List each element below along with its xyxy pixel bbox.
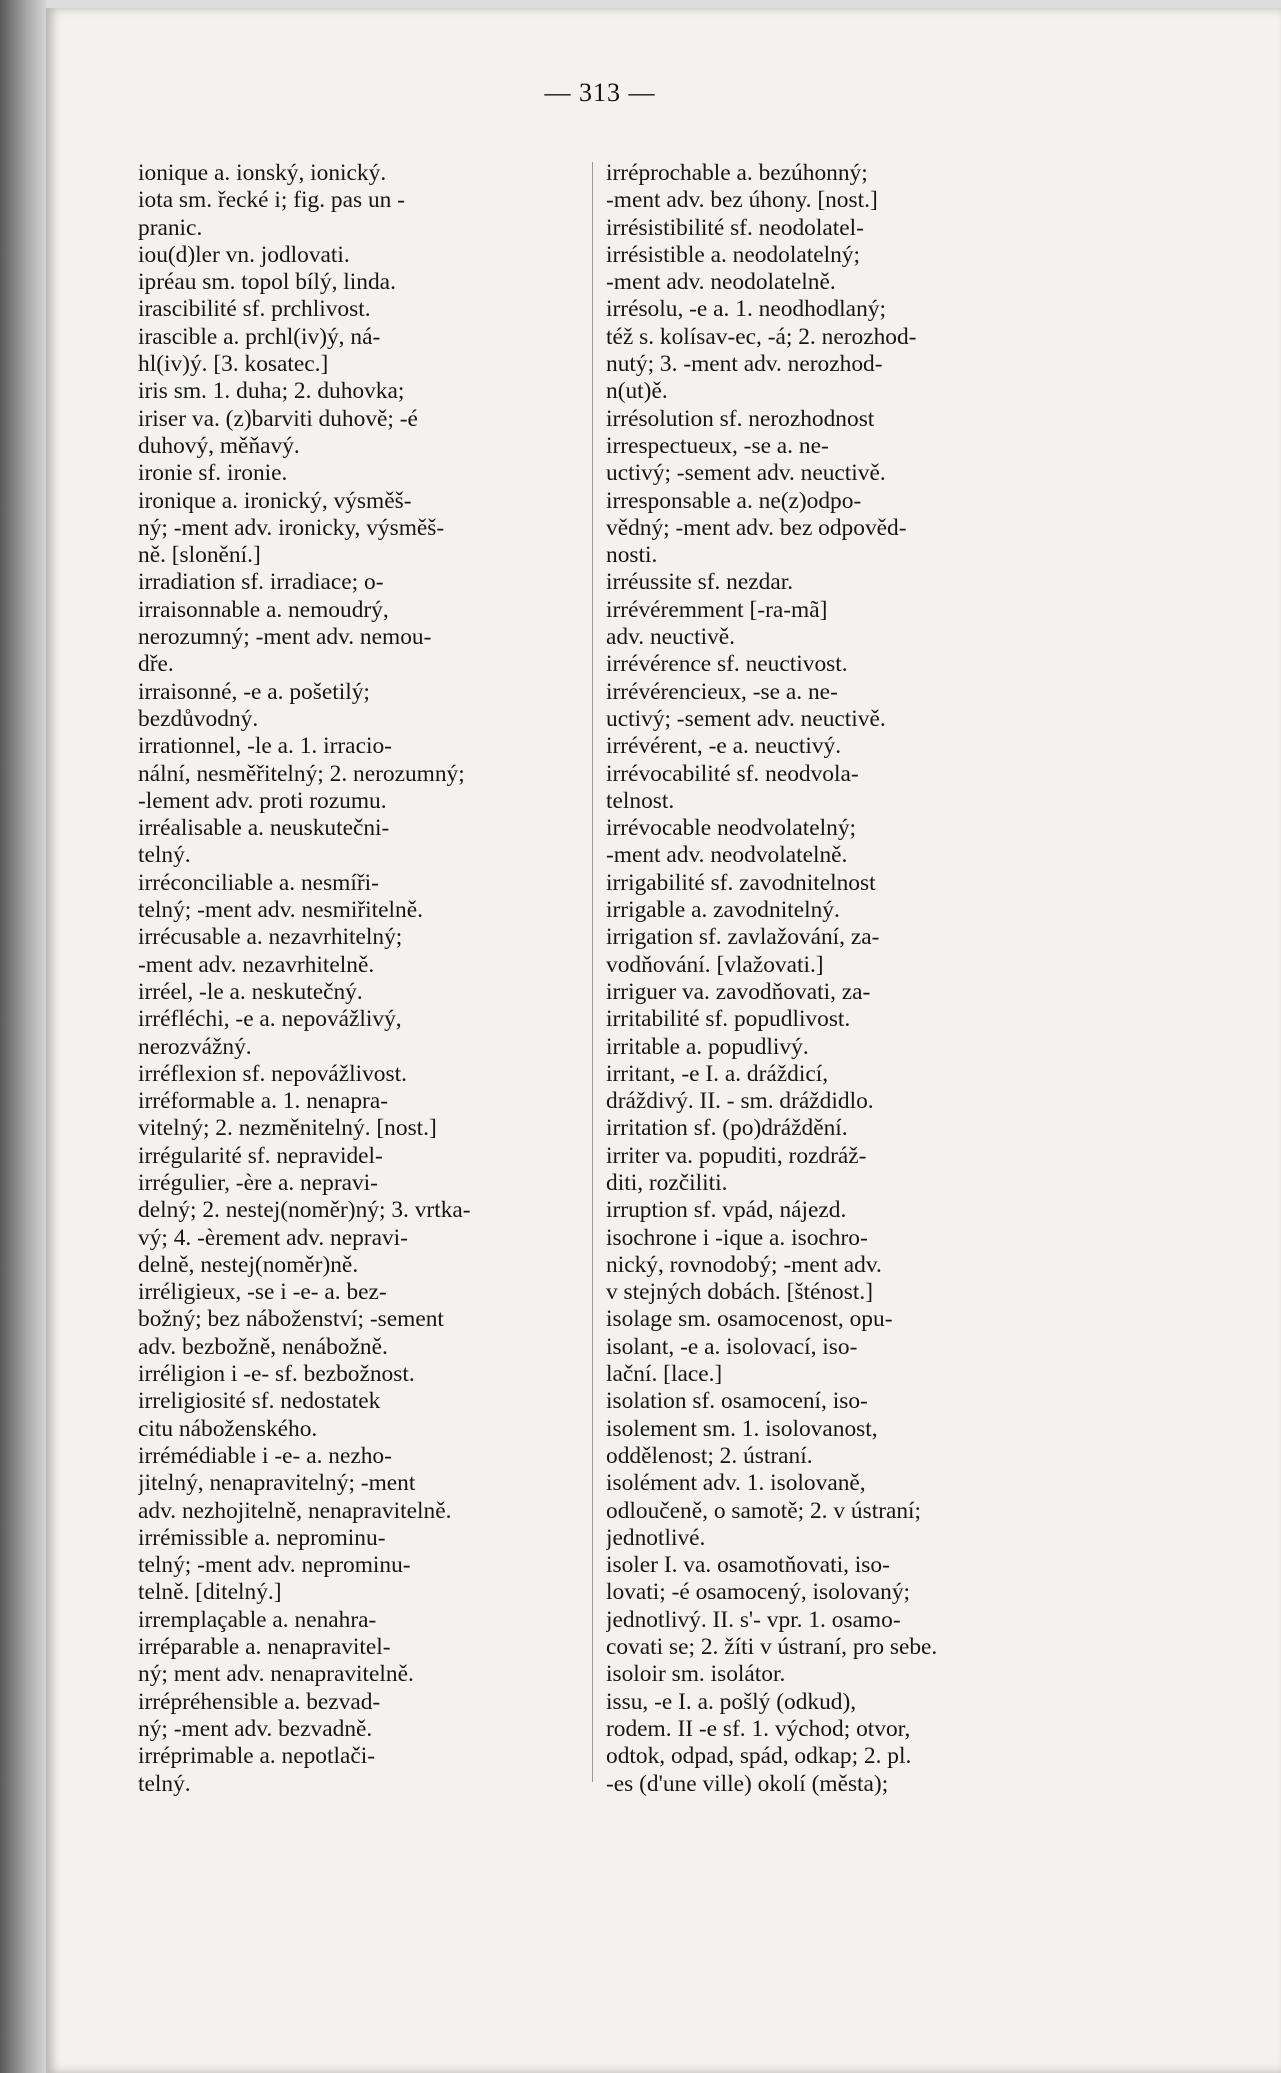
- entry-line: citu náboženského.: [138, 1415, 318, 1442]
- entry-line: delně, nestej(noměr)ně.: [138, 1251, 359, 1278]
- entry-line: irriguer va. zavodňovati, za-: [606, 978, 871, 1005]
- entry-line: irrévéremment [-ra-mã]: [606, 596, 828, 623]
- entry-line: irréligion i -e- sf. bezbožnost.: [138, 1361, 415, 1388]
- entry-line: irrévocable neodvolatelný;: [606, 815, 857, 842]
- entry-line: nerozumný; -ment adv. nemou-: [138, 624, 432, 651]
- entry-line: irréel, -le a. neskutečný.: [138, 978, 363, 1005]
- entry-line: uctivý; -sement adv. neuctivě.: [606, 705, 886, 732]
- entry-line: ionique a. ionský, ionický.: [138, 160, 387, 186]
- entry-line: telnost.: [606, 787, 675, 814]
- entry-line: -lement adv. proti rozumu.: [138, 787, 387, 814]
- entry-line: telný.: [138, 1770, 191, 1797]
- entry-line: irradiation sf. irradiace; o-: [138, 569, 384, 596]
- entry-line: pranic.: [138, 214, 203, 241]
- entry-line: též s. kolísav-ec, -á; 2. nerozhod-: [606, 323, 917, 350]
- entry-line: irrésistibilité sf. neodolatel-: [606, 214, 864, 241]
- entry-line: irremplaçable a. nenahra-: [138, 1606, 377, 1633]
- entry-line: irascible a. prchl(iv)ý, ná-: [138, 323, 381, 350]
- entry-line: -ment adv. neodvolatelně.: [606, 842, 848, 869]
- entry-line: jitelný, nenapravitelný; -ment: [138, 1470, 416, 1497]
- entry-line: irritable a. popudlivý.: [606, 1033, 809, 1060]
- entry-line: rodem. II -e sf. 1. východ; otvor,: [606, 1715, 911, 1742]
- entry-line: odloučeně, o samotě; 2. v ústraní;: [606, 1497, 922, 1524]
- entry-line: adv. nezhojitelně, nenapravitelně.: [138, 1497, 452, 1524]
- entry-line: v stejných dobách. [šténost.]: [606, 1279, 873, 1306]
- entry-line: irrémissible a. neprominu-: [138, 1524, 386, 1551]
- column-divider: [592, 162, 593, 1782]
- entry-line: irraisonnable a. nemoudrý,: [138, 596, 389, 623]
- entry-line: irriter va. popuditi, rozdráž-: [606, 1142, 867, 1169]
- entry-line: irrespectueux, -se a. ne-: [606, 432, 829, 459]
- entry-line: telný; -ment adv. nesmiřitelně.: [138, 897, 423, 924]
- entry-line: irrégulier, -ère a. nepravi-: [138, 1169, 378, 1196]
- entry-line: irritant, -e I. a. dráždicí,: [606, 1060, 829, 1087]
- entry-line: adv. neuctivě.: [606, 624, 736, 651]
- entry-line: telný; -ment adv. neprominu-: [138, 1552, 411, 1579]
- entry-line: isoler I. va. osamotňovati, iso-: [606, 1552, 890, 1579]
- entry-line: telně. [ditelný.]: [138, 1579, 282, 1606]
- entry-line: telný.: [138, 842, 191, 869]
- entry-line: -es (d'une ville) okolí (města);: [606, 1770, 889, 1797]
- entry-line: nický, rovnodobý; -ment adv.: [606, 1251, 882, 1278]
- entry-line: iriser va. (z)barviti duhově; -é: [138, 405, 418, 432]
- entry-line: irréfléchi, -e a. nepovážlivý,: [138, 1006, 402, 1033]
- entry-line: irruption sf. vpád, nájezd.: [606, 1197, 847, 1224]
- entry-line: isolage sm. osamocenost, opu-: [606, 1306, 893, 1333]
- entry-line: irrécusable a. nezavrhitelný;: [138, 924, 403, 951]
- left-column: [138, 160, 578, 1798]
- entry-line: irrégularité sf. nepravidel-: [138, 1142, 383, 1169]
- entry-line: irresponsable a. ne(z)odpo-: [606, 487, 862, 514]
- entry-line: irritation sf. (po)dráždění.: [606, 1115, 848, 1142]
- entry-line: irrigation sf. zavlažování, za-: [606, 924, 880, 951]
- entry-line: irréparable a. nenapravitel-: [138, 1634, 391, 1661]
- entry-line: lovati; -é osamocený, isolovaný;: [606, 1579, 911, 1606]
- entry-line: ný; -ment adv. bezvadně.: [138, 1715, 373, 1742]
- entry-line: vý; 4. -èrement adv. nepravi-: [138, 1224, 408, 1251]
- entry-line: nosti.: [606, 542, 658, 569]
- page-number: — 313 —: [544, 78, 656, 107]
- entry-line: dráždivý. II. - sm. dráždidlo.: [606, 1088, 874, 1115]
- entry-line: irrévérent, -e a. neuctivý.: [606, 733, 842, 760]
- entry-line: irréconciliable a. nesmíři-: [138, 869, 379, 896]
- entry-line: irrémédiable i -e- a. nezho-: [138, 1442, 392, 1469]
- entry-line: ironique a. ironický, výsměš-: [138, 487, 412, 514]
- entry-line: delný; 2. nestej(noměr)ný; 3. vrtka-: [138, 1197, 471, 1224]
- entry-line: -ment adv. bez úhony. [nost.]: [606, 187, 878, 214]
- entry-line: nutý; 3. -ment adv. nerozhod-: [606, 351, 883, 378]
- entry-line: oddělenost; 2. ústraní.: [606, 1442, 813, 1469]
- entry-line: irrévérence sf. neuctivost.: [606, 651, 848, 678]
- entry-line: jednotlivé.: [606, 1524, 706, 1551]
- entry-line: isoloir sm. isolátor.: [606, 1661, 786, 1688]
- entry-line: -ment adv. neodolatelně.: [606, 269, 836, 296]
- entry-line: issu, -e I. a. pošlý (odkud),: [606, 1688, 857, 1715]
- entry-line: iou(d)ler vn. jodlovati.: [138, 241, 350, 268]
- entry-line: irrévérencieux, -se a. ne-: [606, 678, 838, 705]
- entry-line: lační. [lace.]: [606, 1361, 723, 1388]
- entry-line: jednotlivý. II. s'- vpr. 1. osamo-: [606, 1606, 901, 1633]
- entry-line: ironie sf. ironie.: [138, 460, 288, 487]
- entry-line: irrigabilité sf. zavodnitelnost: [606, 869, 876, 896]
- entry-line: irrationnel, -le a. 1. irracio-: [138, 733, 392, 760]
- entry-line: irréflexion sf. nepovážlivost.: [138, 1060, 407, 1087]
- entry-line: ně. [slonění.]: [138, 542, 261, 569]
- entry-line: isolation sf. osamocení, iso-: [606, 1388, 868, 1415]
- entry-line: irréalisable a. neuskutečni-: [138, 815, 390, 842]
- entry-line: n(ut)ě.: [606, 378, 668, 405]
- entry-line: vodňování. [vlažovati.]: [606, 951, 824, 978]
- entry-line: irréprochable a. bezúhonný;: [606, 160, 868, 186]
- entry-line: irréligieux, -se i -e- a. bez-: [138, 1279, 387, 1306]
- entry-line: isochrone i -ique a. isochro-: [606, 1224, 868, 1251]
- entry-line: vědný; -ment adv. bez odpověd-: [606, 514, 907, 541]
- entry-line: irrépréhensible a. bezvad-: [138, 1688, 381, 1715]
- entry-line: iota sm. řecké i; fig. pas un -: [138, 187, 405, 214]
- entry-line: irraisonné, -e a. pošetilý;: [138, 678, 370, 705]
- entry-line: irrésistible a. neodolatelný;: [606, 241, 860, 268]
- entry-line: irrigable a. zavodnitelný.: [606, 897, 840, 924]
- entry-line: irreligiosité sf. nedostatek: [138, 1388, 381, 1415]
- entry-line: covati se; 2. žíti v ústraní, pro sebe.: [606, 1634, 938, 1661]
- entry-line: isolement sm. 1. isolovanost,: [606, 1415, 878, 1442]
- entry-line: ný; ment adv. nenapravitelně.: [138, 1661, 414, 1688]
- entry-line: nerozvážný.: [138, 1033, 252, 1060]
- entry-line: isolant, -e a. isolovací, iso-: [606, 1333, 858, 1360]
- entry-line: duhový, měňavý.: [138, 432, 300, 459]
- entry-line: irascibilité sf. prchlivost.: [138, 296, 371, 323]
- entry-line: isolément adv. 1. isolovaně,: [606, 1470, 866, 1497]
- book-spine-edge: [0, 0, 46, 2073]
- entry-line: irréussite sf. nezdar.: [606, 569, 794, 596]
- entry-line: ný; -ment adv. ironicky, výsměš-: [138, 514, 445, 541]
- entry-line: diti, rozčiliti.: [606, 1169, 728, 1196]
- entry-line: irréformable a. 1. nenapra-: [138, 1088, 389, 1115]
- entry-line: iris sm. 1. duha; 2. duhovka;: [138, 378, 405, 405]
- right-column: [606, 160, 1080, 1798]
- entry-line: adv. bezbožně, nenábožně.: [138, 1333, 388, 1360]
- entry-line: irréprimable a. nepotlači-: [138, 1743, 376, 1770]
- entry-line: irrésolution sf. nerozhodnost: [606, 405, 875, 432]
- entry-line: ipréau sm. topol bílý, linda.: [138, 269, 396, 296]
- entry-line: božný; bez náboženství; -sement: [138, 1306, 444, 1333]
- entry-line: irrésolu, -e a. 1. neodhodlaný;: [606, 296, 886, 323]
- entry-line: nální, nesměřitelný; 2. nerozumný;: [138, 760, 465, 787]
- entry-line: dře.: [138, 651, 174, 678]
- entry-line: irritabilité sf. popudlivost.: [606, 1006, 851, 1033]
- entry-line: odtok, odpad, spád, odkap; 2. pl.: [606, 1743, 912, 1770]
- entry-line: irrévocabilité sf. neodvola-: [606, 760, 859, 787]
- entry-line: -ment adv. nezavrhitelně.: [138, 951, 375, 978]
- entry-line: hl(iv)ý. [3. kosatec.]: [138, 351, 329, 378]
- entry-line: uctivý; -sement adv. neuctivě.: [606, 460, 886, 487]
- entry-line: vitelný; 2. nezměnitelný. [nost.]: [138, 1115, 437, 1142]
- entry-line: bezdůvodný.: [138, 705, 259, 732]
